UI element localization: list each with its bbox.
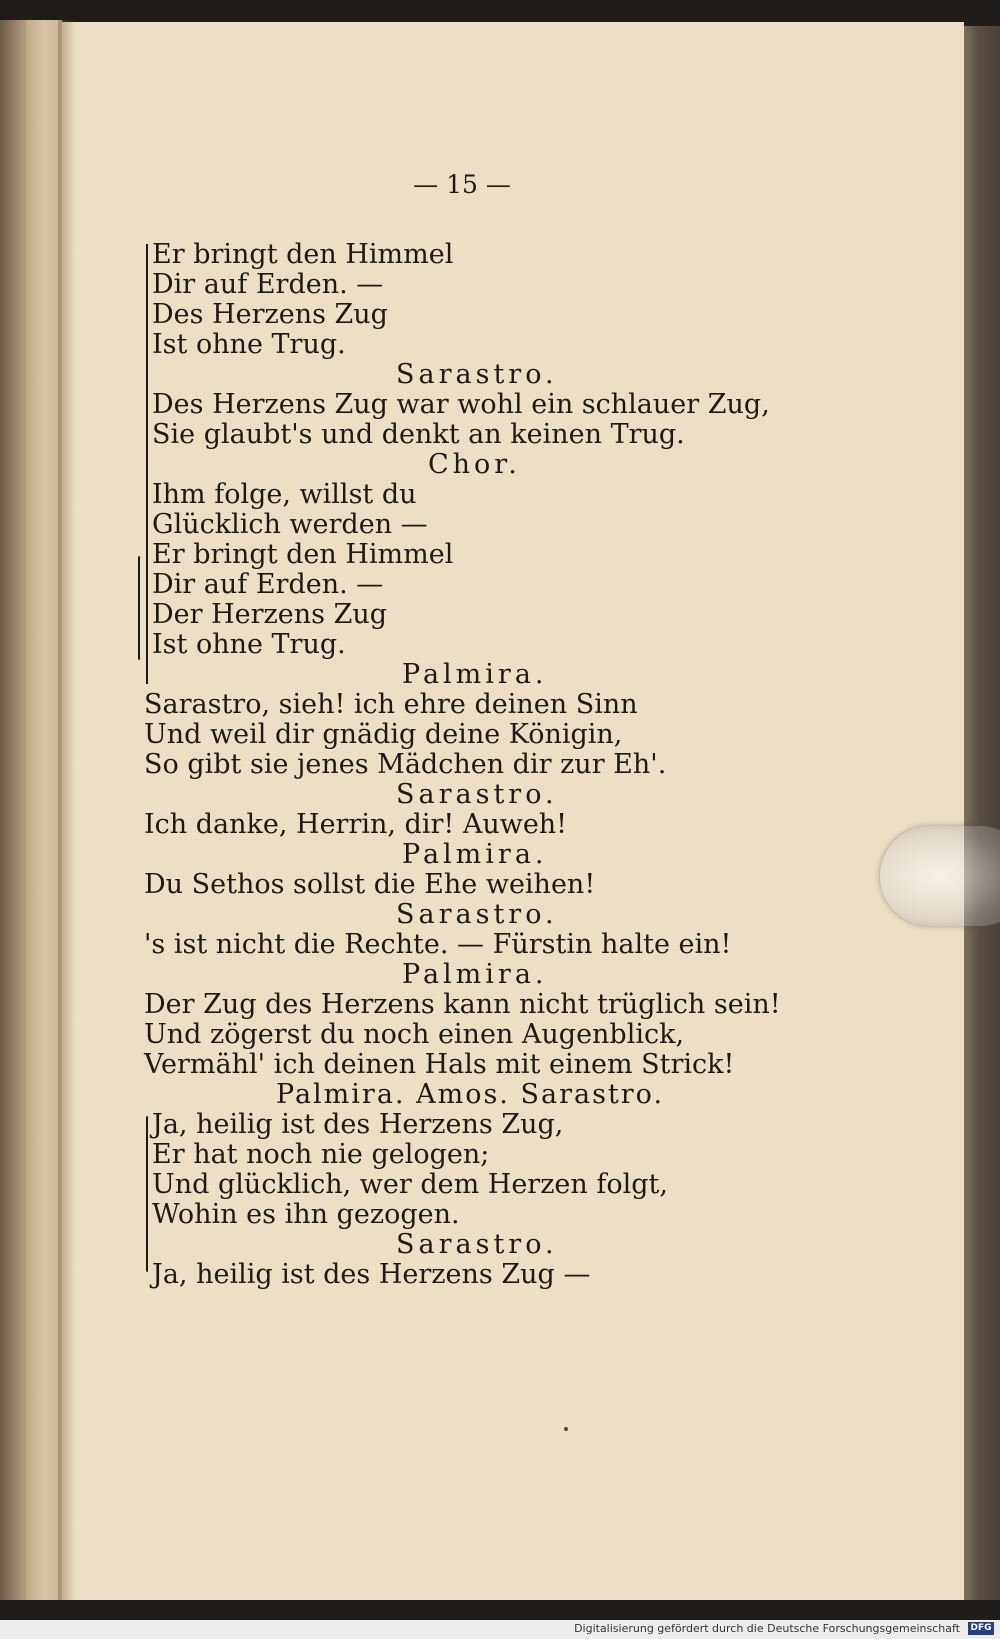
speaker-name: Palmira. (402, 839, 548, 870)
ensemble-brace (146, 1116, 148, 1272)
speaker-name: Sarastro. (396, 1229, 558, 1260)
ink-speck (564, 1427, 568, 1431)
verse-line: Des Herzens Zug war wohl ein schlauer Zug, (152, 389, 770, 420)
funding-credit: Digitalisierung gefördert durch die Deutsche Forschungsgemeinschaft (574, 1622, 960, 1635)
verse-line: Und zögerst du noch einen Augenblick, (144, 1019, 685, 1050)
speaker-name: Sarastro. (396, 359, 558, 390)
verse-line: Vermähl' ich deinen Hals mit einem Strick! (144, 1049, 735, 1080)
speaker-name: Palmira. (402, 659, 548, 690)
verse-line: Und weil dir gnädig deine Königin, (144, 719, 623, 750)
speaker-name: Palmira. (402, 959, 548, 990)
chorus-brace (138, 556, 140, 660)
verse-line: Sarastro, sieh! ich ehre deinen Sinn (144, 689, 638, 720)
verse-line: Dir auf Erden. — (152, 269, 384, 300)
magnifier-glass (880, 826, 1000, 926)
verse-line: Ist ohne Trug. (152, 629, 346, 660)
verse-line: Und glücklich, wer dem Herzen folgt, (152, 1169, 668, 1200)
verse-line: Du Sethos sollst die Ehe weihen! (144, 869, 596, 900)
verse-bracket (146, 244, 148, 684)
speaker-name: Palmira. Amos. Sarastro. (276, 1079, 665, 1110)
verse-line: Des Herzens Zug (152, 299, 388, 330)
verse-line: Der Zug des Herzens kann nicht trüglich sein! (144, 989, 781, 1020)
verse-line: Er bringt den Himmel (152, 539, 454, 570)
verse-line: Wohin es ihn gezogen. (152, 1199, 460, 1230)
verse-line: Ja, heilig ist des Herzens Zug — (152, 1259, 591, 1290)
speaker-name: Sarastro. (396, 899, 558, 930)
verse-line: Der Herzens Zug (152, 599, 388, 630)
dfg-logo: DFG (968, 1622, 994, 1635)
verse-line: Ich danke, Herrin, dir! Auweh! (144, 809, 568, 840)
verse-line: Ja, heilig ist des Herzens Zug, (152, 1109, 564, 1140)
speaker-name: Sarastro. (396, 779, 558, 810)
verse-line: Glücklich werden — (152, 509, 428, 540)
verse-line: Dir auf Erden. — (152, 569, 384, 600)
book-spine (26, 20, 62, 1600)
verse-line: Sie glaubt's und denkt an keinen Trug. (152, 419, 685, 450)
book-cover-board (964, 26, 1000, 1600)
verse-line: Er bringt den Himmel (152, 239, 454, 270)
verse-line: Ist ohne Trug. (152, 329, 346, 360)
verse-line: So gibt sie jenes Mädchen dir zur Eh'. (144, 749, 667, 780)
verse-line: Er hat noch nie gelogen; (152, 1139, 490, 1170)
verse-line: 's ist nicht die Rechte. — Fürstin halte ein! (144, 929, 732, 960)
page-number: — 15 — (413, 170, 511, 199)
speaker-name: Chor. (428, 449, 521, 480)
gutter-shadow (58, 20, 76, 1600)
verse-line: Ihm folge, willst du (152, 479, 417, 510)
